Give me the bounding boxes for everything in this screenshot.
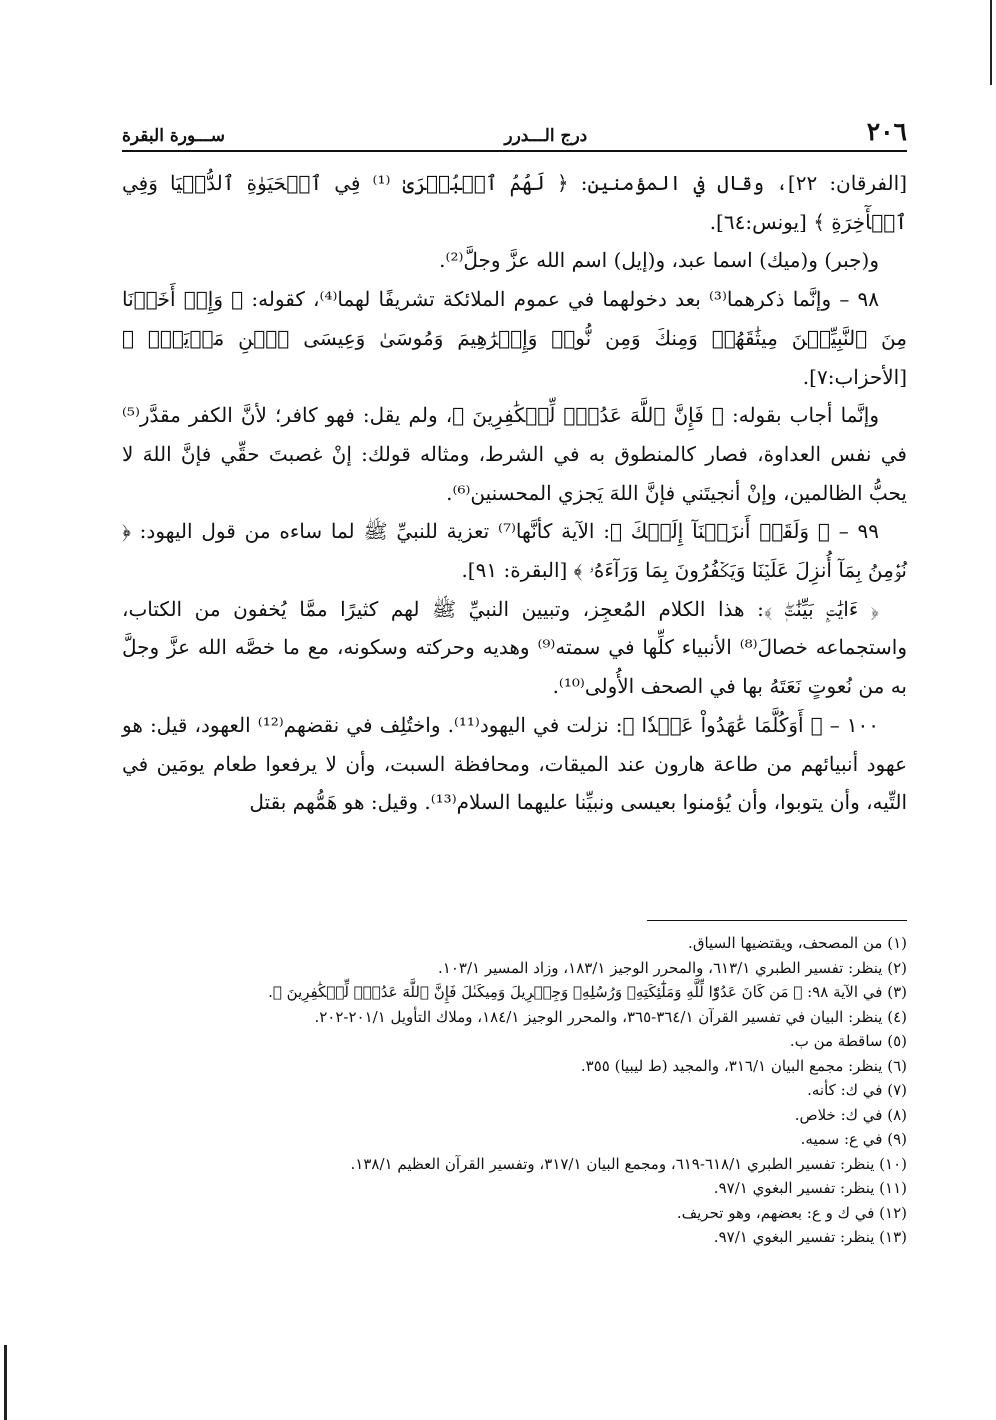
footnote-list: [122, 931, 907, 1250]
footnote: (١٠) ينظر: تفسير الطبري ٦١٨/١-٦١٩، ومجمع البيان ٣١٧/١، وتفسير القرآن العظيم ١٣٨/١.: [350, 1154, 907, 1173]
book-page: [122, 100, 908, 1246]
page-number: ٢٠٦: [866, 117, 907, 146]
footnote: (٦) ينظر: مجمع البيان ٣١٦/١، والمجيد (ط ليبيا) ٣٥٥.: [580, 1056, 907, 1075]
footnote: (٤) ينظر: البيان في تفسير القرآن ٣٦٤/١-٣٦٥، والمحرر الوجيز ١٨٤/١، وملاك التأويل ٢٠١/١-٢٠٢.: [314, 1007, 907, 1026]
surah-title: ســـورة البقرة: [122, 126, 225, 146]
book-title: درج الـــدرر: [504, 126, 588, 146]
paragraph: و(جبر) و(ميك) اسما عبد، و(إيل) اسم الله عزَّ وجلَّ⁽²⁾.: [439, 248, 879, 273]
footnote: (٩) في ع: سميه.: [800, 1130, 907, 1148]
footnote: (١٢) في ك و ع: بعضهم، وهو تحريف.: [676, 1203, 907, 1222]
footnote: (٨) في ك: خلاص.: [794, 1105, 907, 1124]
footnote: (٢) ينظر: تفسير الطبري ٦١٣/١، والمحرر الوجيز ١٨٣/١، وزاد المسير ١٠٣/١.: [438, 958, 907, 977]
footnote-divider: [647, 920, 907, 921]
footnote: (٣) في الآية ٩٨: ﴿ مَن كَانَ عَدُوّٗا لِّلَّهِ وَمَلَٰٓئِكَتِهِۦ وَرُسُلِهِۦ وَجِبۡرِيلَ وَمِيكَىٰلَ فَإِنَّ ٱللَّهَ عَدُوّٞ لِّلۡكَٰفِرِينَ ﴾.: [268, 983, 907, 1001]
footnote: (٧) في ك: كأنه.: [807, 1081, 907, 1099]
footnotes: [122, 920, 907, 1250]
footnote: (٥) ساقطة من ب.: [789, 1032, 907, 1050]
scan-edge-bottom: [4, 1345, 7, 1420]
paragraph: ١٠٠ – ﴿ أَوَكُلَّمَا عَٰهَدُواْ عَهۡدٗا ﴾: نزلت في اليهود⁽¹¹⁾. واختُلِف في نقضهم⁽¹²⁾ العهود، قيل: هو عهود أنبيائهم من طاعة هارون عند الميقات، ومحافظة السبت، وأن لا يرفعوا طعام يومَين في التِّيه، وأن يتوبوا، وأن يُؤمنوا بعيسى ونبيِّنا عليهما السلام⁽¹³⁾. وقيل: هو هَمُّهم بقتل: [122, 712, 907, 815]
main-text: [122, 164, 907, 822]
scan-edge-top: [990, 0, 992, 85]
running-head: [122, 100, 907, 152]
footnote: (١) من المصحف، ويقتضيها السياق.: [688, 934, 907, 952]
paragraph: [الفرقان: ٢٢]، وقال في المؤمنين: ﴿ لَهُمُ ٱلۡبُشۡرَىٰ ⁽¹⁾ فِي ٱلۡحَيَوٰةِ ٱلدُّنۡيَا وَفِي ٱلۡأٓخِرَةِ ﴾ [يونس:٦٤].: [122, 171, 908, 234]
footnote: (١٣) ينظر: تفسير البغوي ٩٧/١.: [713, 1228, 907, 1246]
paragraph: وإنَّما أجاب بقوله: ﴿ فَإِنَّ ٱللَّهَ عَدُوّٞ لِّلۡكَٰفِرِينَ ﴾، ولم يقل: فهو كافر؛ لأنَّ الكفر مقدَّر⁽⁵⁾ في نفس العداوة، فصار كالمنطوق به في الشرط، ومثاله قولك: إنْ غصبتَ حقِّي فإنَّ اللهَ لا يحبُّ الظالمين، وإنْ أنجيتَني فإنَّ اللهَ يَجزي المحسنين⁽⁶⁾.: [122, 403, 907, 505]
paragraph: ٩٩ – ﴿ وَلَقَدۡ أَنزَلۡنَآ إِلَيۡكَ ﴾: الآية كأنَّها⁽⁷⁾ تعزية للنبيِّ ﷺ لما ساءه من قول اليهود: ﴿ نُؤۡمِنُ بِمَآ أُنزِلَ عَلَيۡنَا وَيَكۡفُرُونَ بِمَا وَرَآءَهُۥ ﴾ [البقرة: ٩١].: [122, 519, 907, 583]
footnote: (١١) ينظر: تفسير البغوي ٩٧/١.: [713, 1179, 907, 1197]
paragraph: ﴿ ءَايَٰتِۭ بَيِّنَٰتٖۖ ﴾: هذا الكلام المُعجِز، وتبيين النبيِّ ﷺ لهم كثيرًا ممَّا يُخفون من الكتاب، واستجماعه خصالَ⁽⁸⁾ الأنبياء كلِّها في سمته⁽⁹⁾ وهديه وحركته وسكونه، مع ما خصَّه الله عزَّ وجلَّ به من نُعوتٍ نَعَتَهُ بها في الصحف الأُولى⁽¹⁰⁾.: [122, 596, 907, 699]
paragraph: ٩٨ – وإنَّما ذكرهما⁽³⁾ بعد دخولهما في عموم الملائكة تشريفًا لهما⁽⁴⁾، كقوله: ﴿ وَإِذۡ أَخَذۡنَا مِنَ ٱلنَّبِيِّـۧنَ مِيثَٰقَهُمۡ وَمِنكَ وَمِن نُّوحٖ وَإِبۡرَٰهِيمَ وَمُوسَىٰ وَعِيسَى ٱبۡنِ مَرۡيَمَۖ ﴾ [الأحزاب:٧].: [122, 287, 907, 389]
